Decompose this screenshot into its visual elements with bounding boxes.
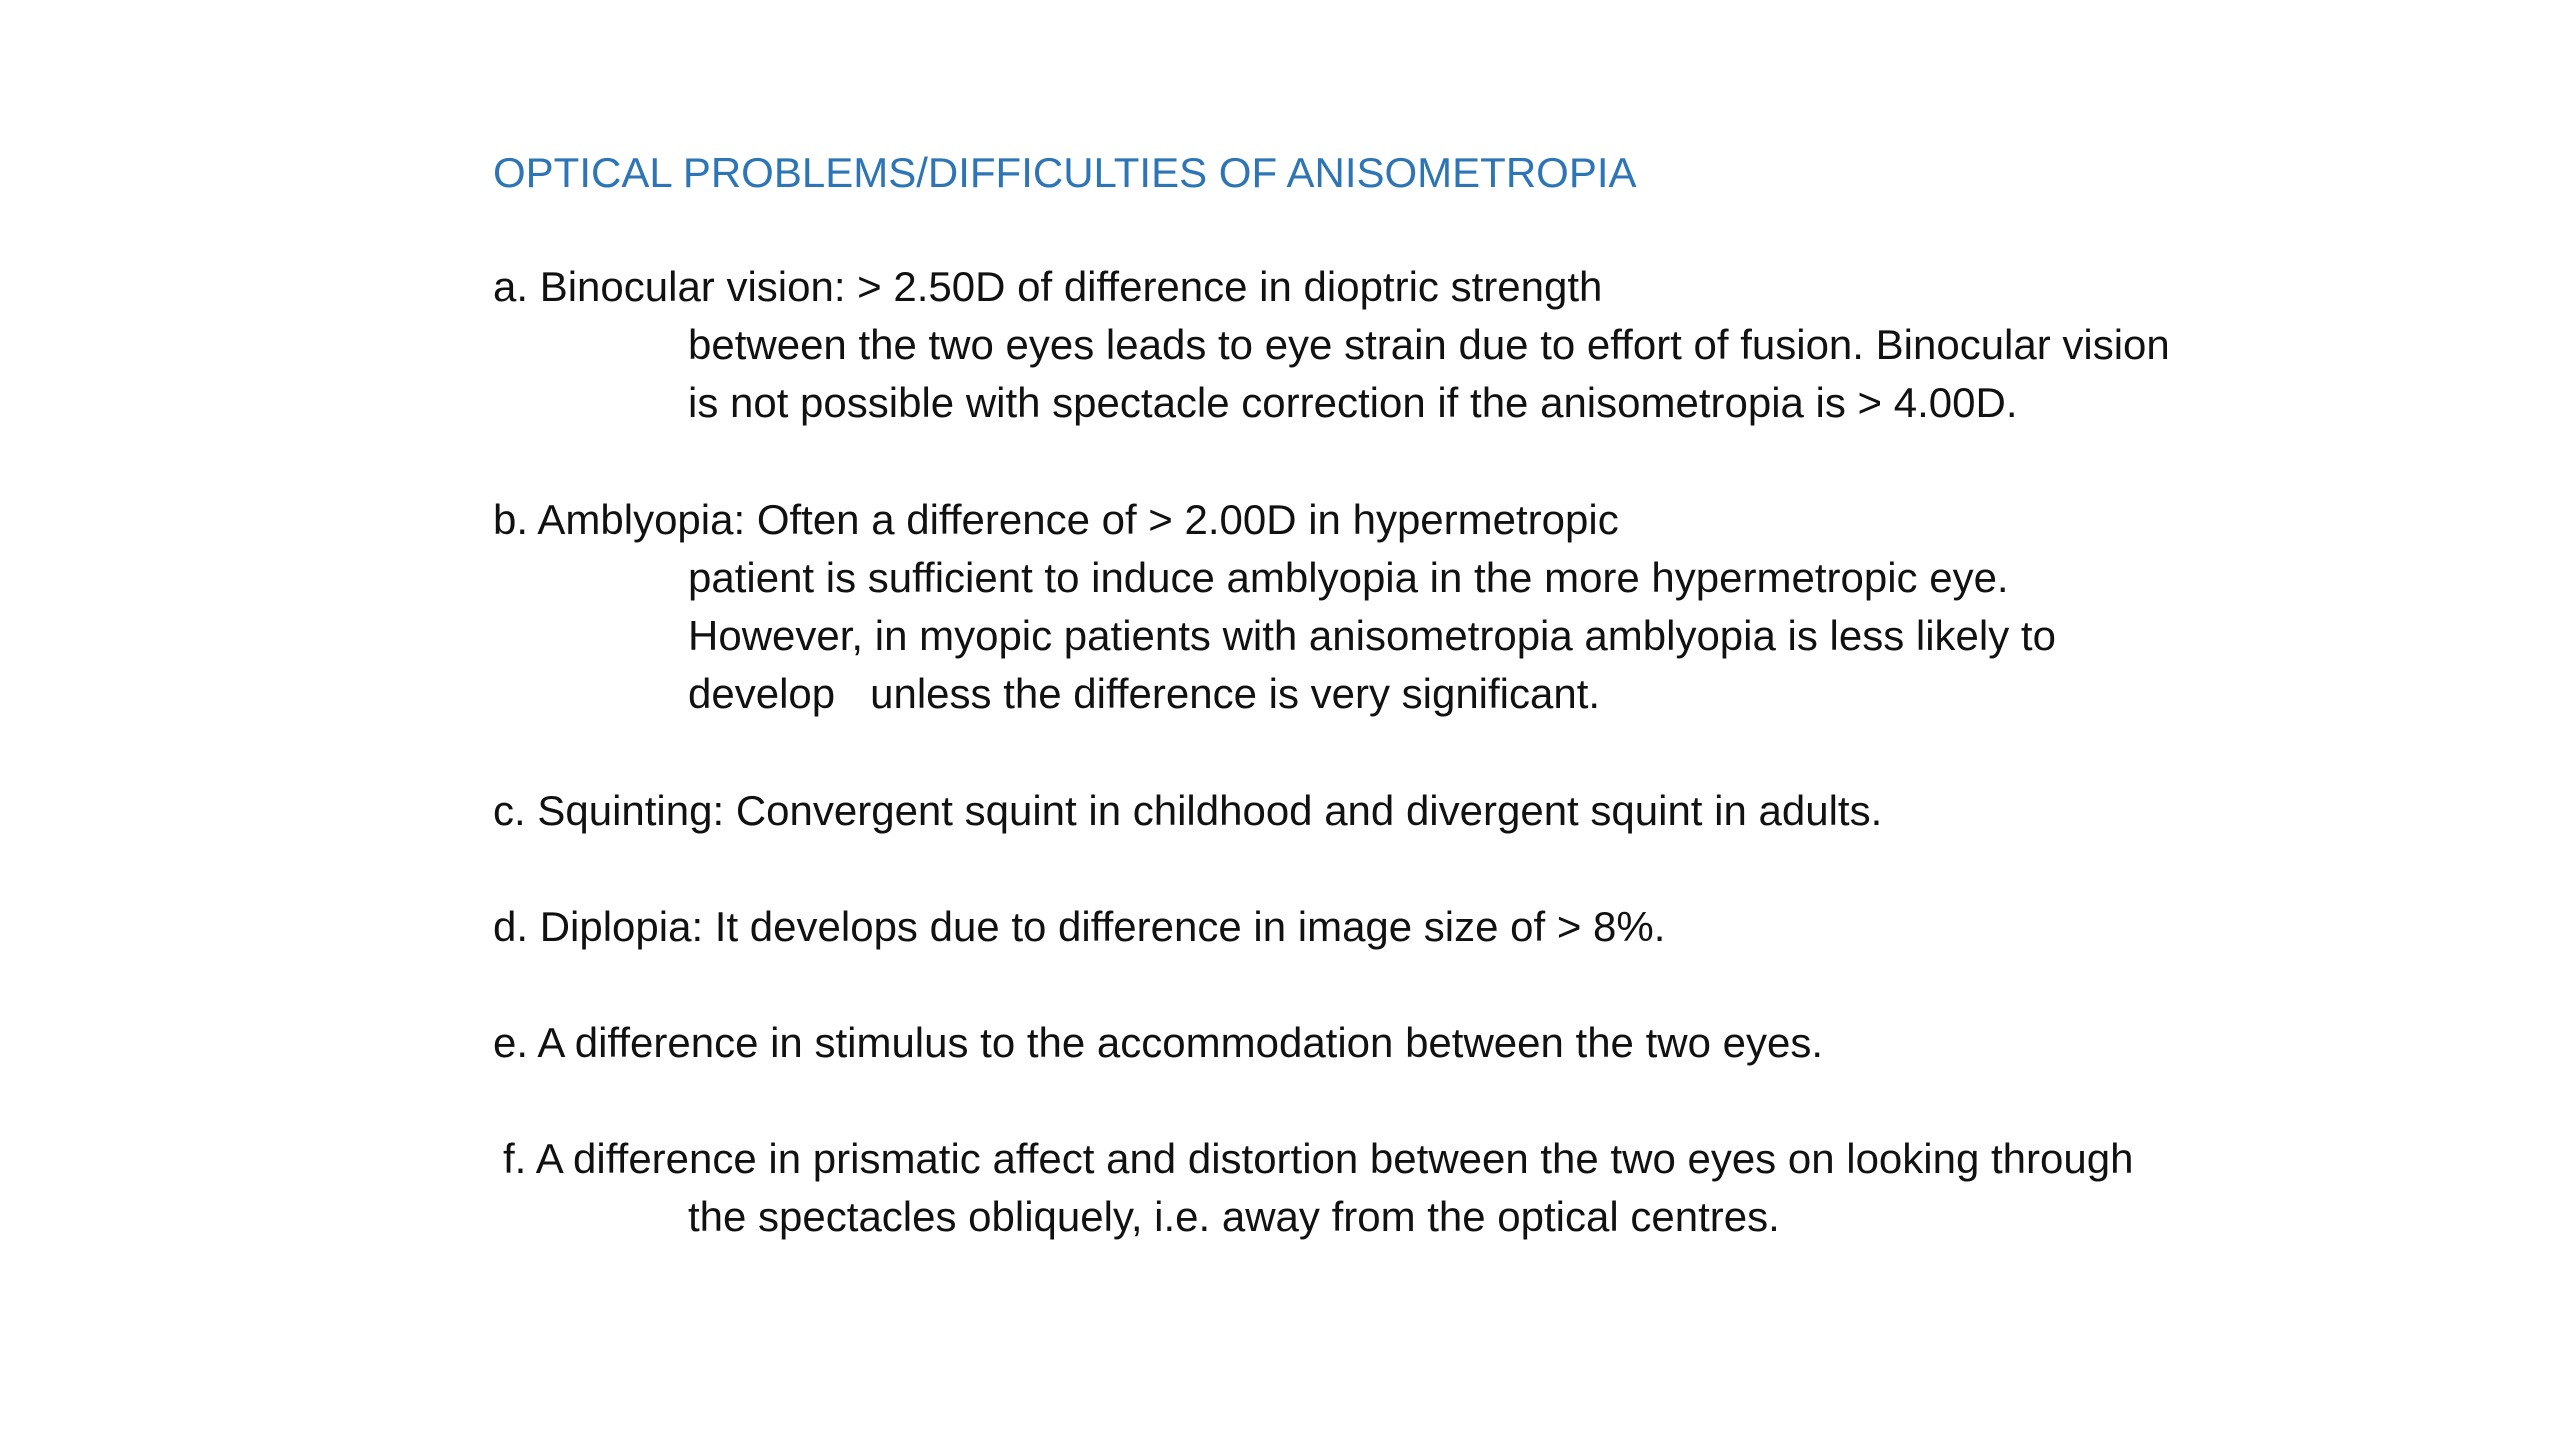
item-first-line: f. A difference in prismatic affect and distortion between the two eyes on looking through [503, 1135, 2134, 1182]
item-continuation-line: between the two eyes leads to eye strain due to effort of fusion. Binocular vision [688, 321, 2170, 368]
slide-title: OPTICAL PROBLEMS/DIFFICULTIES OF ANISOMETROPIA [493, 149, 1637, 196]
item-continuation-line: the spectacles obliquely, i.e. away from the optical centres. [688, 1193, 1780, 1240]
item-first-line: a. Binocular vision: > 2.50D of difference in dioptric strength [493, 263, 1603, 310]
item-continuation-line: patient is sufficient to induce amblyopia in the more hypermetropic eye. [688, 554, 2009, 601]
list-item-diplopia [493, 898, 1665, 956]
list-item-amblyopia [493, 491, 2056, 723]
list-item-accommodation [493, 1014, 1823, 1072]
item-first-line: c. Squinting: Convergent squint in childhood and divergent squint in adults. [493, 787, 1883, 834]
item-continuation-line: is not possible with spectacle correction if the anisometropia is > 4.00D. [688, 379, 2018, 426]
item-first-line: b. Amblyopia: Often a difference of > 2.00D in hypermetropic [493, 496, 1619, 543]
list-item-prismatic-effect [503, 1130, 2133, 1246]
list-item-binocular-vision [493, 258, 2170, 432]
item-continuation-line: develop unless the difference is very significant. [688, 670, 1601, 717]
item-first-line: d. Diplopia: It develops due to difference in image size of > 8%. [493, 903, 1666, 950]
item-first-line: e. A difference in stimulus to the accommodation between the two eyes. [493, 1019, 1823, 1066]
list-item-squinting [493, 782, 1882, 840]
item-continuation-line: However, in myopic patients with anisometropia amblyopia is less likely to [688, 612, 2056, 659]
